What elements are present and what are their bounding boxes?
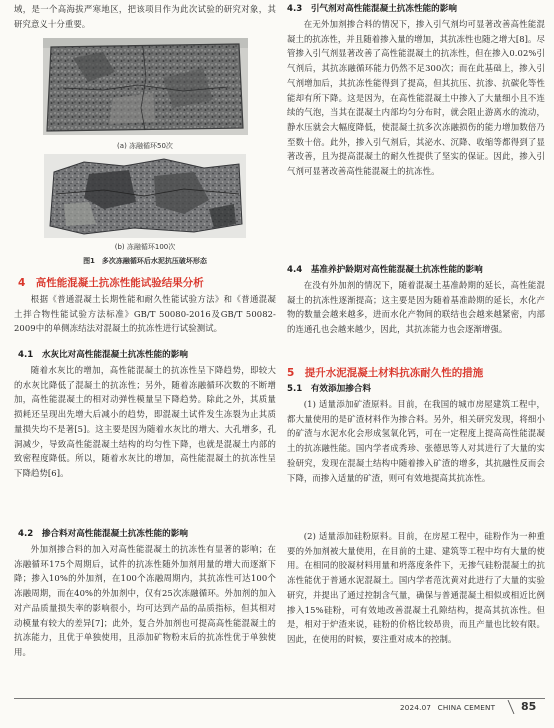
page-number: 85	[521, 700, 537, 713]
section-4-paragraph: 根据《普通混凝土长期性能和耐久性能试验方法》和《普通混凝土拌合物性能试验方法标准》GB/T 50080-2016及GB/T 50082-2009中的单侧冻结法对混凝土的抗冻性进行试验测试。	[14, 294, 276, 334]
subsection-4-1-heading: 4.1 水灰比对高性能混凝土抗冻性能的影响	[18, 350, 188, 360]
figure-a-caption: (a) 冻融循环50次	[117, 142, 173, 150]
subsection-4-2-heading: 4.2 掺合料对高性能混凝土抗冻性能的影响	[18, 529, 188, 539]
subsection-4-1-paragraph: 随着水灰比的增加，高性能混凝土的抗冻性呈下降趋势，即较大的水灰比降低了混凝土的抗冻性；另外，随着冻融循环次数的不断增加，高性能混凝土的相对动弹性模量呈下降趋势。除此之外，其质量损耗还呈现出先增大后减小的趋势，即混凝土试件发生冻裂为止其质量损失均不是著[5]。这主要是因为随着水灰比的增大、大孔增多，孔洞减少，导致高性能混凝土结构的均匀性下降，也就是混凝土内部的致密程度降低。所以，随着水灰比的增加，高性能混凝土的抗冻性呈下降趋势[6]。	[14, 365, 276, 478]
intro-tail-paragraph: 域，是一个高海拔严寒地区，把该项目作为此次试验的研究对象，其研究意义十分重要。	[14, 4, 276, 29]
section-4-heading: 4 高性能混凝土抗冻性能试验结果分析	[18, 277, 204, 289]
footer-rule	[14, 698, 545, 699]
subsection-5-1-paragraph-2: (2) 适量添加硅粉原料。目前，在房屋工程中，硅粉作为一种重要的外加剂被大量使用，在目前的土建、建筑等工程中均有大量的使用。在相同的胶凝材料用量和坍落度条件下，无掺气硅粉混凝土的抗冻性能优于普通水泥混凝土。国内学者范沈黄对此进行了大量的实验研究，并提出了通过控制含气量，确保与普通混凝土相似或相近比例掺入15%硅粉，可有效地改善混凝土孔隙结构，提高其抗冻性。但是，相对于炉渣来说，硅粉的价格比较昂贵，而且产量也比较有限。因此，在使用的时候，要注重对成本的控制。	[287, 531, 545, 644]
footer-brand: CHINA CEMENT	[437, 703, 496, 712]
figure-b-caption: (b) 冻融循环100次	[114, 243, 176, 251]
subsection-4-3-paragraph: 在无外加剂掺合料的情况下，掺入引气剂均可显著改善高性能混凝土的抗冻性，并且随着掺入量的增加，其抗冻性也随之增大[8]。尽管掺入引气剂显著改善了高性能混凝土的抗冻性，但在掺入0.02%引气剂后，其抗冻融循环能力仍然不足300次；而在此基础上，掺入引气剂增加后，其抗冻性能得到了提高，但其抗压、抗渗、抗碳化等性能却有所下降。这是因为，在高性能混凝土中掺入了大量细小且不连续的气泡，当其在混凝土内部均匀分布时，就会阻止游离水的流动，静水压就会大幅度降低，使混凝土抗多次冻融损伤的能力增加数倍乃至数十倍。此外，掺入引气剂后，其泌水、沉降、收缩等都得到了显著改善，且为提高混凝土的耐久性提供了坚实的保证。因此，掺入引气剂可显著改善高性能混凝土的抗冻性。	[287, 19, 545, 177]
figure-caption: 图1 多次冻融循环后水泥抗压破坏形态	[83, 257, 207, 265]
figure-photo-a	[43, 38, 248, 135]
subsection-5-1-heading: 5.1 有效添加掺合料	[287, 384, 371, 394]
section-5-heading: 5 提升水泥混凝土材料抗冻耐久性的措施	[287, 367, 484, 379]
subsection-4-4-paragraph: 在没有外加剂的情况下，随着混凝土基准龄期的延长，高性能混凝土的抗冻性逐渐提高；这主要是因为随着基准龄期的延长，水化产物的数量会越来越多，进而水化产物间的联结也会越来越紧密，内部的连通孔也会越来越少，因此，其抗冻能力也会逐渐增强。	[287, 280, 545, 335]
subsection-4-2-paragraph: 外加剂掺合料的加入对高性能混凝土的抗冻性有显著的影响；在冻融循环175个周期后，试件的抗冻性随外加剂用量的增大而逐渐下降；掺入10%的外加剂，在100个冻融周期内，其抗冻性可达100个冻融周期，而在40%的外加剂中，仅有25次冻融循环。外加剂的加入对产品质量损失率的影响很小，均可达到产品的品质指标，但其相对动模量有较大的差异[7]；此外，复合外加剂也可提高高性能混凝土的抗冻能力，且优于单独使用，且添加矿物粉末后的抗冻性优于单独使用。	[14, 544, 276, 657]
footer-issue-date: 2024.07	[400, 703, 432, 712]
subsection-5-1-paragraph-1: (1) 适量添加矿渣原料。目前，在我国的城市房屋建筑工程中，都大量使用的是矿渣材料作为掺合料。另外，相关研究发现，将细小的矿渣与水泥水化会形成氢氧化钙，可在一定程度上提高高性能混凝土的抗冻融性能。国内学者成秀珍、张德思等人对其进行了大量的实验研究，发现在混凝土结构中随着掺入矿渣的增多，其抗融性反而会下降，而掺入适量的矿渣，则可有效地提高其抗冻性。	[287, 399, 545, 483]
footer-divider-slash	[507, 699, 515, 713]
figure-photo-b	[44, 154, 246, 238]
subsection-4-4-heading: 4.4 基准养护龄期对高性能混凝土抗冻性能的影响	[287, 265, 483, 275]
subsection-4-3-heading: 4.3 引气剂对高性能混凝土抗冻性能的影响	[287, 4, 457, 14]
footer-issue	[400, 703, 495, 712]
